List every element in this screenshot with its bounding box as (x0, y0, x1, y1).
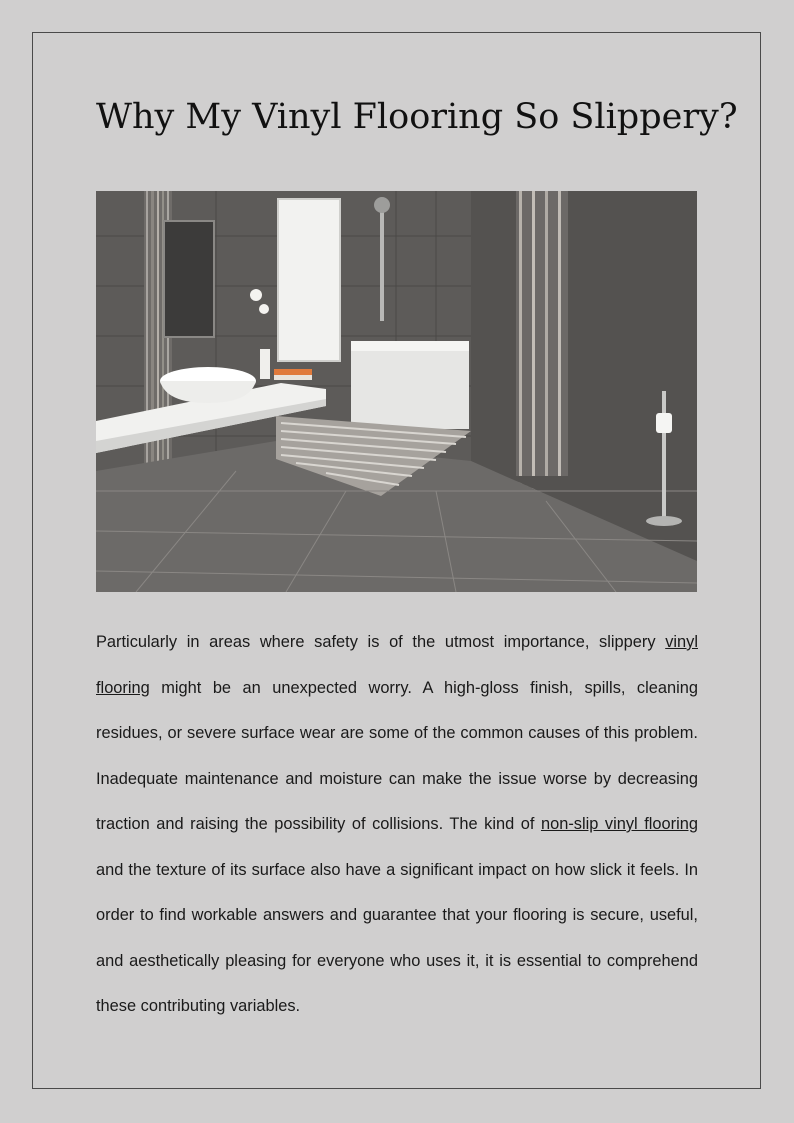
body-paragraph (96, 620, 698, 1030)
non-slip-vinyl-flooring-link[interactable]: non-slip vinyl flooring (540, 815, 698, 833)
paragraph-text-1: Particularly in areas where safety is of the utmost importance, slippery (96, 633, 666, 651)
paragraph-text-3: and the texture of its surface also have a significant impact on how slick it feels. In order to find workable answers and guarantee that your flooring is secure, useful, and aesthetically pleasing for everyone who uses it, it is essential to comprehend these contributing variables. (96, 860, 698, 1015)
page-title: Why My Vinyl Flooring So Slippery? (96, 97, 738, 137)
paragraph-text-2: might be an unexpected worry. A high-gloss finish, spills, cleaning residues, or severe surface wear are some of the common causes of this problem. Inadequate maintenance and moisture can make the issue worse by decreasing traction and raising the possibility of collisions. The kind of (96, 678, 698, 833)
vinyl-flooring-link[interactable]: vinyl flooring (96, 633, 698, 697)
bathroom-photo (96, 191, 697, 592)
